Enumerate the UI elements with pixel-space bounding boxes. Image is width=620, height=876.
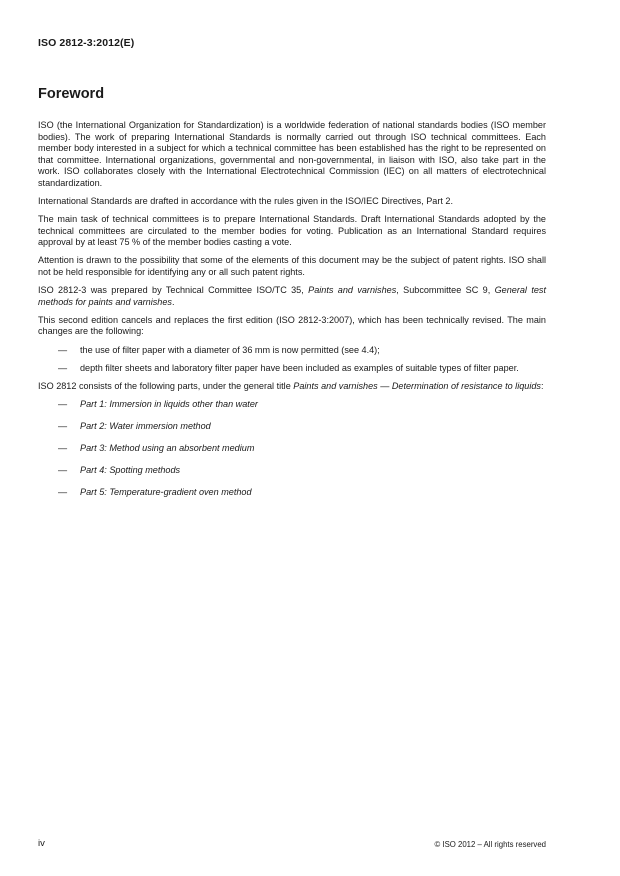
parts-list bbox=[38, 399, 546, 499]
parts-intro-text-c: : bbox=[540, 380, 544, 391]
dash-bullet: — bbox=[58, 362, 68, 373]
subcommittee-title: General test methods for paints and varnishes bbox=[38, 285, 546, 307]
dash-bullet: — bbox=[58, 398, 68, 409]
parts-intro-text-a: ISO 2812 consists of the following parts, under the general title bbox=[38, 380, 294, 391]
prepared-by-text-c: , Subcommittee SC 9, bbox=[396, 285, 495, 296]
change-text: depth filter sheets and laboratory filter paper have been included as examples of suitable types of filter paper. bbox=[80, 362, 519, 373]
page-title: Foreword bbox=[38, 86, 105, 102]
general-title: Paints and varnishes — Determination of resistance to liquids bbox=[293, 380, 541, 391]
paragraph-iso-intro: ISO (the International Organization for Standardization) is a worldwide federation of national standards bodies (ISO member bodies). The work of preparing International Standards is normally carried out through ISO technical committees. Each member body interested in a subject for which a technical committee has been established has the right to be represented on that committee. International organizations, governmental and non-governmental, in liaison with ISO, also take part in the work. ISO collaborates closely with the International Electrotechnical Commission (IEC) on all matters of electrotechnical standardization. bbox=[38, 120, 546, 188]
page-number: iv bbox=[38, 838, 45, 849]
list-item bbox=[38, 443, 546, 455]
paragraph-main-task: The main task of technical committees is to prepare International Standards. Draft International Standards adopted by the technical committees are circulated to the member bodies for voting. Publication as an International Standard requires approval by at least 75 % of the member bodies casting a vote. bbox=[38, 214, 546, 248]
paragraph-patent: Attention is drawn to the possibility that some of the elements of this document may be the subject of patent rights. ISO shall not be held responsible for identifying any or all such patent rights. bbox=[38, 255, 546, 278]
dash-bullet: — bbox=[58, 465, 68, 476]
part-title: Part 5: Temperature-gradient oven method bbox=[80, 487, 252, 498]
part-title: Part 3: Method using an absorbent medium bbox=[80, 442, 255, 453]
dash-bullet: — bbox=[58, 344, 68, 355]
part-title: Part 2: Water immersion method bbox=[80, 420, 211, 431]
committee-title: Paints and varnishes bbox=[308, 285, 397, 296]
foreword-body bbox=[38, 120, 546, 509]
change-text: the use of filter paper with a diameter of 36 mm is now permitted (see 4.4); bbox=[80, 344, 380, 355]
copyright-notice: © ISO 2012 – All rights reserved bbox=[434, 840, 546, 849]
list-item bbox=[38, 465, 546, 477]
list-item bbox=[38, 399, 546, 411]
paragraph-directives: International Standards are drafted in accordance with the rules given in the ISO/IEC Directives, Part 2. bbox=[38, 196, 453, 207]
part-title: Part 1: Immersion in liquids other than water bbox=[80, 398, 258, 409]
dash-bullet: — bbox=[58, 487, 68, 498]
list-item bbox=[38, 345, 546, 357]
prepared-by-text-a: ISO 2812-3 was prepared by Technical Committee ISO/TC 35, bbox=[38, 285, 309, 296]
prepared-by-text-e: . bbox=[171, 296, 175, 307]
changes-list bbox=[38, 345, 546, 375]
list-item bbox=[38, 363, 546, 375]
list-item bbox=[38, 487, 546, 499]
document-id-header: ISO 2812-3:2012(E) bbox=[38, 37, 135, 49]
dash-bullet: — bbox=[58, 442, 68, 453]
part-title: Part 4: Spotting methods bbox=[80, 465, 181, 476]
list-item bbox=[38, 421, 546, 433]
paragraph-parts-intro bbox=[38, 381, 546, 393]
paragraph-edition: This second edition cancels and replaces the first edition (ISO 2812-3:2007), which has been technically revised. The main changes are the following: bbox=[38, 314, 546, 337]
dash-bullet: — bbox=[58, 420, 68, 431]
paragraph-prepared-by bbox=[38, 285, 546, 308]
